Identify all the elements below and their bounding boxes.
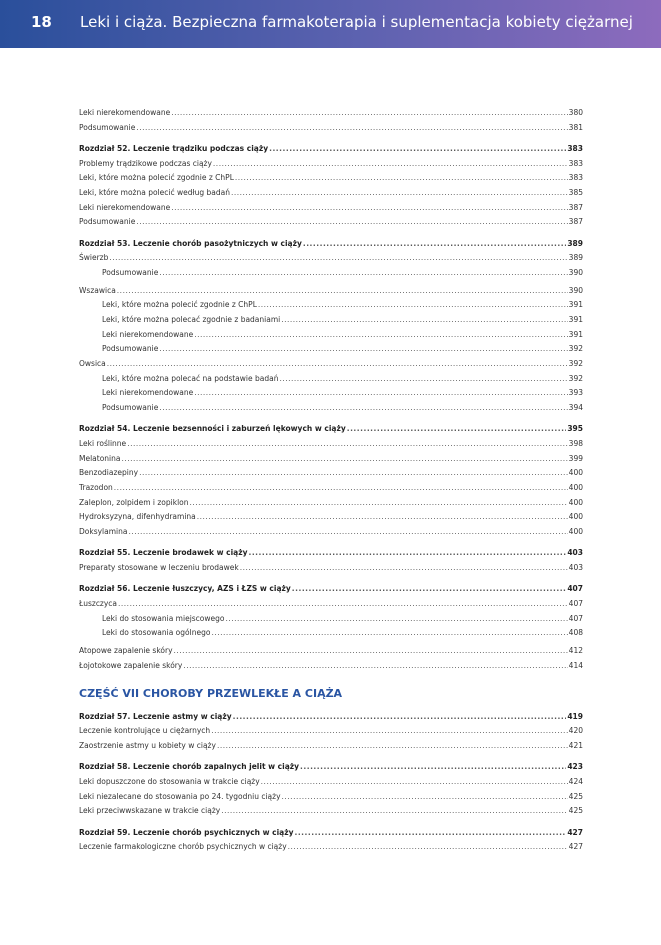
toc-page-number: 400	[568, 483, 583, 492]
page-number: 18	[31, 13, 52, 31]
toc-entry-row[interactable]	[79, 266, 583, 281]
toc-entry-title: Leki przeciwwskazane w trakcie ciąży	[79, 806, 221, 816]
toc-entry-title: Rozdział 53. Leczenie chorób pasożytniczych w ciąży	[79, 238, 302, 248]
dot-leader	[183, 659, 567, 674]
toc-page-number: 427	[567, 827, 583, 837]
toc-page-number: 393	[568, 388, 583, 398]
toc-chapter-row[interactable]	[79, 142, 583, 157]
toc-entry-row[interactable]	[79, 597, 583, 612]
toc-page-number: 424	[568, 777, 583, 786]
dot-leader	[240, 561, 568, 576]
toc-entry-row[interactable]	[79, 157, 583, 172]
dot-leader	[233, 710, 567, 725]
dot-leader	[190, 496, 568, 511]
toc-entry-title: Podsumowanie	[102, 403, 159, 413]
toc-entry-title: Leki nierekomendowane	[102, 329, 194, 339]
dot-leader	[121, 452, 567, 467]
dot-leader	[174, 644, 568, 659]
toc-page-number: 398	[568, 438, 583, 448]
toc-entry-title: Leki do stosowania miejscowego	[102, 613, 225, 623]
toc-entry-title: Trazodon	[79, 483, 113, 492]
toc-entry-title: Leki nierekomendowane	[102, 388, 194, 398]
toc-entry-row[interactable]	[79, 452, 583, 467]
toc-entry-title: Leki roślinne	[79, 438, 127, 448]
toc-page-number: 395	[567, 424, 583, 434]
toc-entry-row[interactable]	[79, 790, 583, 805]
toc-entry-row[interactable]	[79, 481, 583, 496]
toc-entry-row[interactable]	[79, 659, 583, 674]
toc-page-number: 392	[568, 373, 583, 383]
part-heading: CZĘŚĆ VII CHOROBY PRZEWLEKŁE A CIĄŻA	[79, 687, 343, 701]
toc-entry-title: Melatonina	[79, 453, 121, 463]
dot-leader	[194, 328, 567, 343]
toc-entry-title: Świerzb	[79, 253, 109, 263]
toc-chapter-row[interactable]	[79, 826, 583, 841]
toc-entry-title: Problemy trądzikowe podczas ciąży	[79, 158, 212, 168]
toc-page-number: 400	[568, 468, 583, 478]
toc-page-number: 391	[568, 300, 583, 310]
toc-entry-title: Zaostrzenie astmy u kobiety w ciąży	[79, 741, 216, 751]
dot-leader	[294, 826, 566, 841]
toc-entry-row[interactable]	[79, 201, 583, 216]
toc-page-number: 427	[568, 842, 583, 852]
dot-leader	[197, 510, 568, 525]
toc-page-number: 419	[567, 711, 583, 721]
dot-leader	[211, 724, 567, 739]
toc-page-number: 423	[567, 762, 583, 772]
dot-leader	[213, 157, 568, 172]
toc-page-number: 390	[568, 285, 583, 295]
toc-page-number: 389	[568, 253, 583, 263]
toc-entry-title: Podsumowanie	[102, 344, 159, 354]
toc-entry-title: Leki, które można polecać na podstawie badań	[102, 373, 279, 383]
dot-leader	[159, 401, 567, 416]
toc-entry-title: Leki nierekomendowane	[79, 202, 171, 212]
toc-page-number: 421	[568, 741, 583, 751]
dot-leader	[281, 313, 567, 328]
toc-entry-row[interactable]	[79, 372, 583, 387]
toc-page-number: 400	[568, 512, 583, 522]
toc-chapter-row[interactable]	[79, 546, 583, 561]
dot-leader	[139, 466, 568, 481]
dot-leader	[217, 739, 568, 754]
dot-leader	[117, 284, 568, 299]
toc-entry-row[interactable]	[79, 561, 583, 576]
toc-page-number: 399	[568, 453, 583, 463]
toc-entry-row[interactable]	[79, 186, 583, 201]
dot-leader	[269, 142, 566, 157]
toc-page-number: 389	[567, 238, 583, 248]
toc-entry-row[interactable]	[79, 251, 583, 266]
toc-page-number: 392	[568, 344, 583, 354]
toc-page-number: 391	[568, 329, 583, 339]
toc-entry-row[interactable]	[79, 840, 583, 855]
toc-page-number: 403	[568, 562, 583, 572]
toc-page-number: 387	[568, 202, 583, 212]
toc-entry-row[interactable]	[79, 313, 583, 328]
toc-entry-title: Leki nierekomendowane	[79, 108, 171, 117]
dot-leader	[261, 775, 568, 790]
dot-leader	[171, 106, 567, 121]
toc-entry-row[interactable]	[79, 121, 583, 136]
toc-entry-title: Wszawica	[79, 285, 116, 295]
toc-entry-title: Leczenie kontrolujące u ciężarnych	[79, 726, 211, 736]
toc-entry-row[interactable]	[79, 775, 583, 790]
toc-page-number: 383	[568, 173, 583, 183]
dot-leader	[159, 342, 567, 357]
dot-leader	[282, 790, 568, 805]
toc-page-number: 420	[568, 726, 583, 736]
dot-leader	[159, 266, 567, 281]
toc-entry-row[interactable]	[79, 386, 583, 401]
dot-leader	[292, 582, 567, 597]
toc-page-number: 383	[567, 143, 583, 153]
toc-page-number: 407	[568, 613, 583, 623]
toc-entry-title: Benzodiazepiny	[79, 468, 139, 478]
dot-leader	[136, 121, 567, 136]
dot-leader	[118, 597, 568, 612]
toc-entry-title: Rozdział 59. Leczenie chorób psychicznych w ciąży	[79, 827, 294, 837]
toc-entry-title: Rozdział 52. Leczenie trądziku podczas ciąży	[79, 143, 269, 153]
table-of-contents	[79, 106, 583, 855]
book-title: Leki i ciąża. Bezpieczna farmakoterapia i suplementacja kobiety ciężarnej	[80, 13, 633, 31]
toc-entry-row[interactable]	[79, 496, 583, 511]
toc-entry-title: Atopowe zapalenie skóry	[79, 645, 173, 655]
toc-entry-title: Rozdział 58. Leczenie chorób zapalnych jelit w ciąży	[79, 762, 300, 772]
toc-entry-title: Leki, które można polecić według badań	[79, 187, 230, 197]
toc-entry-title: Leki, które można polecić zgodnie z ChPL	[79, 173, 234, 183]
toc-entry-title: Rozdział 54. Leczenie bezsenności i zaburzeń lękowych w ciąży	[79, 424, 346, 434]
toc-entry-row[interactable]	[79, 724, 583, 739]
toc-page-number: 425	[568, 806, 583, 816]
toc-entry-row[interactable]	[79, 525, 583, 540]
toc-page-number: 381	[568, 122, 583, 132]
toc-page-number: 390	[568, 267, 583, 277]
toc-entry-row[interactable]	[79, 644, 583, 659]
toc-entry-title: Preparaty stosowane w leczeniu brodawek	[79, 562, 239, 572]
toc-entry-title: Łuszczyca	[79, 598, 118, 608]
dot-leader	[279, 372, 567, 387]
dot-leader	[211, 626, 567, 641]
dot-leader	[107, 357, 568, 372]
toc-entry-title: Leki niezalecane do stosowania po 24. tygodniu ciąży	[79, 791, 281, 801]
toc-entry-row[interactable]	[79, 357, 583, 372]
toc-entry-title: Leki, które można polecić zgodnie z ChPL	[102, 300, 257, 310]
toc-entry-row[interactable]	[79, 106, 583, 121]
toc-page-number: 403	[567, 548, 583, 558]
dot-leader	[114, 481, 568, 496]
toc-entry-row[interactable]	[79, 215, 583, 230]
toc-entry-row[interactable]	[79, 171, 583, 186]
dot-leader	[136, 215, 567, 230]
toc-page-number: 408	[568, 628, 583, 638]
toc-entry-row[interactable]	[79, 298, 583, 313]
toc-entry-title: Łojotokowe zapalenie skóry	[79, 660, 183, 670]
dot-leader	[226, 612, 568, 627]
dot-leader	[303, 237, 566, 252]
toc-page-number: 425	[568, 791, 583, 801]
dot-leader	[288, 840, 568, 855]
dot-leader	[235, 171, 568, 186]
toc-entry-row[interactable]	[79, 804, 583, 819]
toc-page-number: 400	[568, 497, 583, 507]
toc-entry-row[interactable]	[79, 401, 583, 416]
toc-entry-title: Doksylamina	[79, 527, 128, 537]
toc-entry-row[interactable]	[79, 510, 583, 525]
toc-chapter-row[interactable]	[79, 237, 583, 252]
dot-leader	[128, 525, 567, 540]
toc-chapter-row[interactable]	[79, 760, 583, 775]
toc-page-number: 383	[568, 158, 583, 168]
toc-entry-title: Rozdział 57. Leczenie astmy w ciąży	[79, 711, 232, 721]
toc-entry-row[interactable]	[79, 466, 583, 481]
toc-entry-row[interactable]	[79, 626, 583, 641]
toc-entry-title: Leki, które można polecać zgodnie z badaniami	[102, 314, 281, 324]
toc-chapter-row[interactable]	[79, 582, 583, 597]
toc-chapter-row[interactable]	[79, 422, 583, 437]
toc-page-number: 407	[568, 598, 583, 608]
toc-page-number: 414	[568, 660, 583, 670]
toc-page-number: 394	[568, 403, 583, 413]
toc-page-number: 385	[568, 187, 583, 197]
toc-entry-title: Owsica	[79, 359, 106, 368]
dot-leader	[194, 386, 567, 401]
toc-entry-row[interactable]	[79, 284, 583, 299]
toc-entry-row[interactable]	[79, 612, 583, 627]
toc-entry-title: Podsumowanie	[102, 267, 159, 277]
toc-entry-title: Podsumowanie	[79, 217, 136, 227]
toc-entry-row[interactable]	[79, 437, 583, 452]
toc-page-number: 407	[567, 584, 583, 594]
toc-page-number: 400	[568, 527, 583, 537]
toc-chapter-row[interactable]	[79, 710, 583, 725]
dot-leader	[109, 251, 567, 266]
dot-leader	[221, 804, 567, 819]
toc-page-number: 392	[568, 359, 583, 368]
dot-leader	[231, 186, 568, 201]
toc-entry-title: Hydroksyzyna, difenhydramina	[79, 512, 196, 522]
toc-entry-row[interactable]	[79, 328, 583, 343]
toc-page-number: 391	[568, 314, 583, 324]
toc-entry-title: Rozdział 55. Leczenie brodawek w ciąży	[79, 548, 248, 558]
toc-entry-title: Leki do stosowania ogólnego	[102, 628, 211, 638]
toc-entry-title: Leczenie farmakologiczne chorób psychicznych w ciąży	[79, 842, 287, 852]
toc-page-number: 380	[568, 108, 583, 117]
toc-entry-title: Rozdział 56. Leczenie łuszczycy, AZS i ŁZS w ciąży	[79, 584, 291, 594]
dot-leader	[300, 760, 566, 775]
toc-page-number: 387	[568, 217, 583, 227]
dot-leader	[248, 546, 566, 561]
dot-leader	[258, 298, 568, 313]
toc-entry-title: Zaleplon, zolpidem i zopiklon	[79, 497, 189, 507]
toc-entry-title: Leki dopuszczone do stosowania w trakcie ciąży	[79, 777, 260, 786]
dot-leader	[127, 437, 567, 452]
dot-leader	[347, 422, 567, 437]
toc-entry-row[interactable]	[79, 342, 583, 357]
page-header	[0, 0, 661, 48]
toc-page-number: 412	[568, 645, 583, 655]
toc-entry-title: Podsumowanie	[79, 122, 136, 132]
dot-leader	[171, 201, 567, 216]
toc-entry-row[interactable]	[79, 739, 583, 754]
